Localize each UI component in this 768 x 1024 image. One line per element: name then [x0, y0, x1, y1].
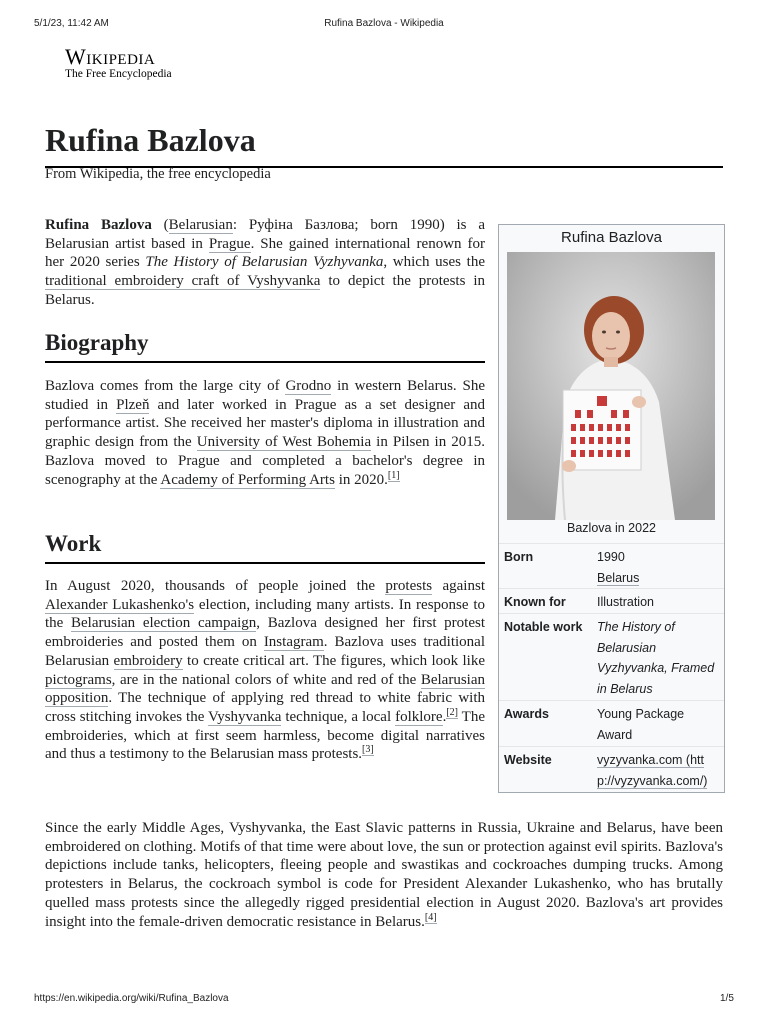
infobox [498, 224, 725, 793]
link-plzen[interactable]: Plzeň [116, 396, 150, 413]
infobox-row-website [499, 746, 724, 792]
link-election-campaign[interactable]: Belarusian election campaign [71, 615, 257, 632]
text: election, including many artists. In response to the [45, 596, 485, 632]
infobox-row-awards [499, 700, 724, 746]
text: In August 2020, thousands of people joined the [45, 578, 386, 594]
text: . [442, 708, 447, 725]
link-belarusian[interactable]: Belarusian [168, 217, 233, 233]
text: and later worked in Prague as a set designer and performance artist. She received her master's diploma in illustration and graphic design from the [45, 396, 486, 451]
portrait-illustration [507, 252, 715, 520]
link-embroidery-craft[interactable]: traditional embroidery craft of Vyshyvanka [45, 273, 321, 290]
text: . Bazlova uses traditional Belarusian [45, 634, 485, 669]
link-embroidery[interactable]: embroidery [113, 652, 183, 669]
text: in 2020. [334, 471, 388, 488]
text: . She gained international renown for her 2020 series [45, 235, 485, 271]
link-website[interactable]: vyzyvanka.com (http://vyzyvanka.com/) [597, 753, 708, 788]
reference-4[interactable]: [4] [424, 911, 437, 923]
link-born-place[interactable]: Belarus [597, 570, 640, 585]
lead-name: Rufina Bazlova [45, 217, 152, 233]
value-born [597, 547, 719, 588]
text: The embroideries, which at first seem harmless, become digital narratives and thus a testimony to the Belarusian mass protests. [45, 708, 485, 763]
text: against [432, 578, 485, 594]
text: , Bazlova designed her first protest embroideries and posted them on [45, 615, 485, 651]
page-tagline: From Wikipedia, the free encyclopedia [45, 166, 271, 182]
infobox-row-known-for [499, 588, 724, 613]
value-awards: Young Package Award [597, 707, 685, 742]
link-protests[interactable]: protests [385, 578, 433, 594]
text: . The technique of applying red thread to white fabric with cross stitching invokes the [45, 690, 485, 725]
series-title: The History of Belarusian Vyzhyvanka [145, 254, 384, 271]
infobox-row-notable-work [499, 613, 724, 700]
born-year: 1990 [597, 550, 625, 564]
link-academy[interactable]: Academy of Performing Arts [160, 471, 335, 488]
link-grodno[interactable]: Grodno [285, 378, 332, 394]
text: to create critical art. The figures, which look like [182, 652, 485, 669]
reference-1[interactable]: [1] [387, 469, 400, 481]
page-title: Rufina Bazlova [45, 118, 723, 168]
link-vyshyvanka[interactable]: Vyshyvanka [208, 708, 282, 725]
reference-2[interactable]: [2] [446, 706, 458, 718]
text: , are in the national colors of white and red of the [111, 671, 421, 688]
text: Bazlova comes from the large city of [45, 378, 286, 394]
infobox-title: Rufina Bazlova [561, 229, 662, 246]
wikipedia-logo[interactable] [65, 44, 172, 80]
label-known-for: Known for [504, 595, 566, 609]
link-opposition[interactable]: Belarusian opposition [45, 671, 485, 707]
label-notable-work: Notable work [504, 620, 583, 634]
print-title: Rufina Bazlova - Wikipedia [324, 18, 444, 29]
value-website [597, 750, 719, 791]
label-website: Website [504, 753, 552, 767]
link-university[interactable]: University of West Bohemia [196, 434, 372, 451]
heading-biography: Biography [45, 327, 485, 363]
text: Since the early Middle Ages, Vyshyvanka, the East Slavic patterns in Russia, Ukraine and Belarus, have been embroidered on clothing. Motifs of that time were about love, the sun or protection against evil spirits. Bazlova's depictions include tanks, helicopters, fleeing people and swastikas and cockroaches dumping trucks. Among protesters in Belarus, the cockroach symbol is code for President Alexander Lukashenko, who has brutally quelled mass protests since the allegedly rigged presidential election in August 2020. Bazlova's art provides insight into the female-driven democratic resistance in Belarus. [45, 820, 723, 930]
text: , which uses the [383, 254, 485, 271]
link-lukashenko[interactable]: Alexander Lukashenko's [45, 596, 195, 613]
text: ( [151, 217, 169, 233]
biography-paragraph [45, 377, 485, 489]
label-awards: Awards [504, 707, 549, 721]
text: to depict the protests in Belarus. [45, 273, 485, 308]
text: : Руфіна Базлова; born 1990) is a Belarusian artist based in [45, 217, 486, 252]
link-prague[interactable]: Prague [208, 235, 251, 252]
text: in Pilsen in 2015. Bazlova moved to Prague and completed a bachelor's degree in scenography at the [45, 434, 486, 488]
text: technique, a local [281, 708, 396, 725]
label-born: Born [504, 550, 534, 564]
portrait-image[interactable] [507, 252, 715, 520]
lead-paragraph [45, 216, 485, 310]
work-paragraph [45, 577, 485, 764]
value-notable-work: The History of Belarusian Vyzhyvanka, Framed in Belarus [597, 620, 715, 696]
link-pictograms[interactable]: pictograms [45, 671, 112, 688]
infobox-row-born [499, 543, 724, 588]
image-caption: Bazlova in 2022 [567, 521, 656, 535]
value-known-for: Illustration [597, 595, 654, 609]
print-page-number: 1/5 [720, 993, 734, 1004]
print-date: 5/1/23, 11:42 AM [34, 18, 109, 29]
history-paragraph [45, 819, 723, 931]
text: in western Belarus. She studied in [45, 378, 485, 413]
logo-tagline: The Free Encyclopedia [65, 68, 172, 80]
reference-3[interactable]: [3] [362, 744, 374, 756]
heading-work: Work [45, 528, 485, 564]
link-folklore[interactable]: folklore [395, 708, 443, 725]
print-url[interactable]: https://en.wikipedia.org/wiki/Rufina_Bazlova [34, 993, 229, 1004]
link-instagram[interactable]: Instagram [263, 634, 324, 651]
logo-wordmark: Wikipedia [65, 44, 156, 69]
